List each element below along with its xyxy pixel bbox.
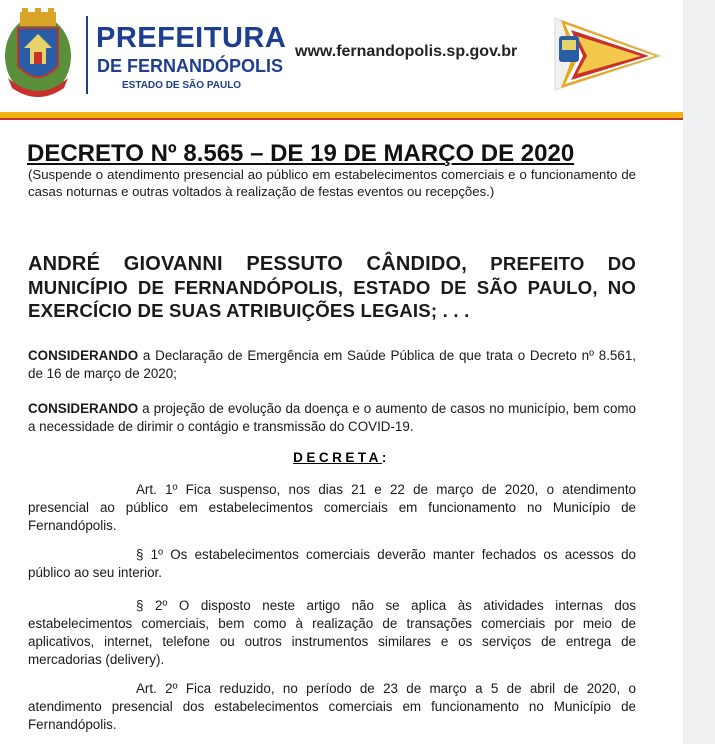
brand-title: PREFEITURA [96,22,287,54]
article-1 [28,481,636,535]
header-band-red [0,118,683,120]
coat-of-arms-icon [2,8,74,100]
brand-state: ESTADO DE SÃO PAULO [122,80,242,91]
mayor-preamble [28,252,636,322]
article-1-text: Art. 1º Fica suspenso, nos dias 21 e 22 de março de 2020, o atendimento presencial ao público em estabelecimentos comerciais em funcionamento no Município de Fernandópolis. [28,482,636,533]
mayor-role: PREFEITO DO MUNICÍPIO DE FERNANDÓPOLIS, ESTADO DE SÃO PAULO, NO EXERCÍCIO DE SUAS ATRIBUIÇÕES LEGAIS; . . . [28,253,637,321]
decreta-colon: : [381,450,390,465]
considerando-label: CONSIDERANDO [28,348,139,363]
considerando-text: a Declaração de Emergência em Saúde Pública de que trata o Decreto nº 8.561, de 16 de março de 2020; [28,348,636,381]
mayor-name: ANDRÉ GIOVANNI PESSUTO CÂNDIDO, [28,253,468,275]
considerando-2 [28,400,636,436]
divider-line [86,16,88,94]
website-url: www.fernandopolis.sp.gov.br [295,43,518,60]
brand-subtitle: DE FERNANDÓPOLIS [97,56,284,76]
paragraph-text: § 2º O disposto neste artigo não se aplica às atividades internas dos estabelecimentos comerciais, bem como à realização de transações comerciais por meio de aplicativos, internet, telefone ou outros instrumentos similares e os serviços de entrega de mercadorias (delivery). [28,598,636,667]
decreta-heading [0,450,683,465]
article-2 [28,680,636,734]
considerando-text: a projeção de evolução da doença e o aumento de casos no município, bem como a necessidade de dirimir o contágio e transmissão do COVID-19. [28,401,636,434]
decree-summary: (Suspende o atendimento presencial ao público em estabelecimentos comerciais e o funcionamento de casas noturnas e outras voltados à realização de festas eventos ou recepções.) [28,167,636,199]
paragraph-text: § 1º Os estabelecimentos comerciais deverão manter fechados os acessos do público ao seu interior. [28,547,636,580]
considerando-1 [28,347,636,383]
article-2-text: Art. 2º Fica reduzido, no período de 23 de março a 5 de abril de 2020, o atendimento presencial dos estabelecimentos comerciais em funcionamento no Município de Fernandópolis. [28,681,636,732]
letterhead [0,0,683,115]
decree-title: DECRETO Nº 8.565 – DE 19 DE MARÇO DE 2020 [27,140,575,167]
decreta-word: DECRETA [293,450,382,465]
considerando-label: CONSIDERANDO [28,401,139,416]
article-1-paragraph-2 [28,597,636,669]
article-1-paragraph-1 [28,546,636,582]
municipal-flag-icon [551,14,663,92]
